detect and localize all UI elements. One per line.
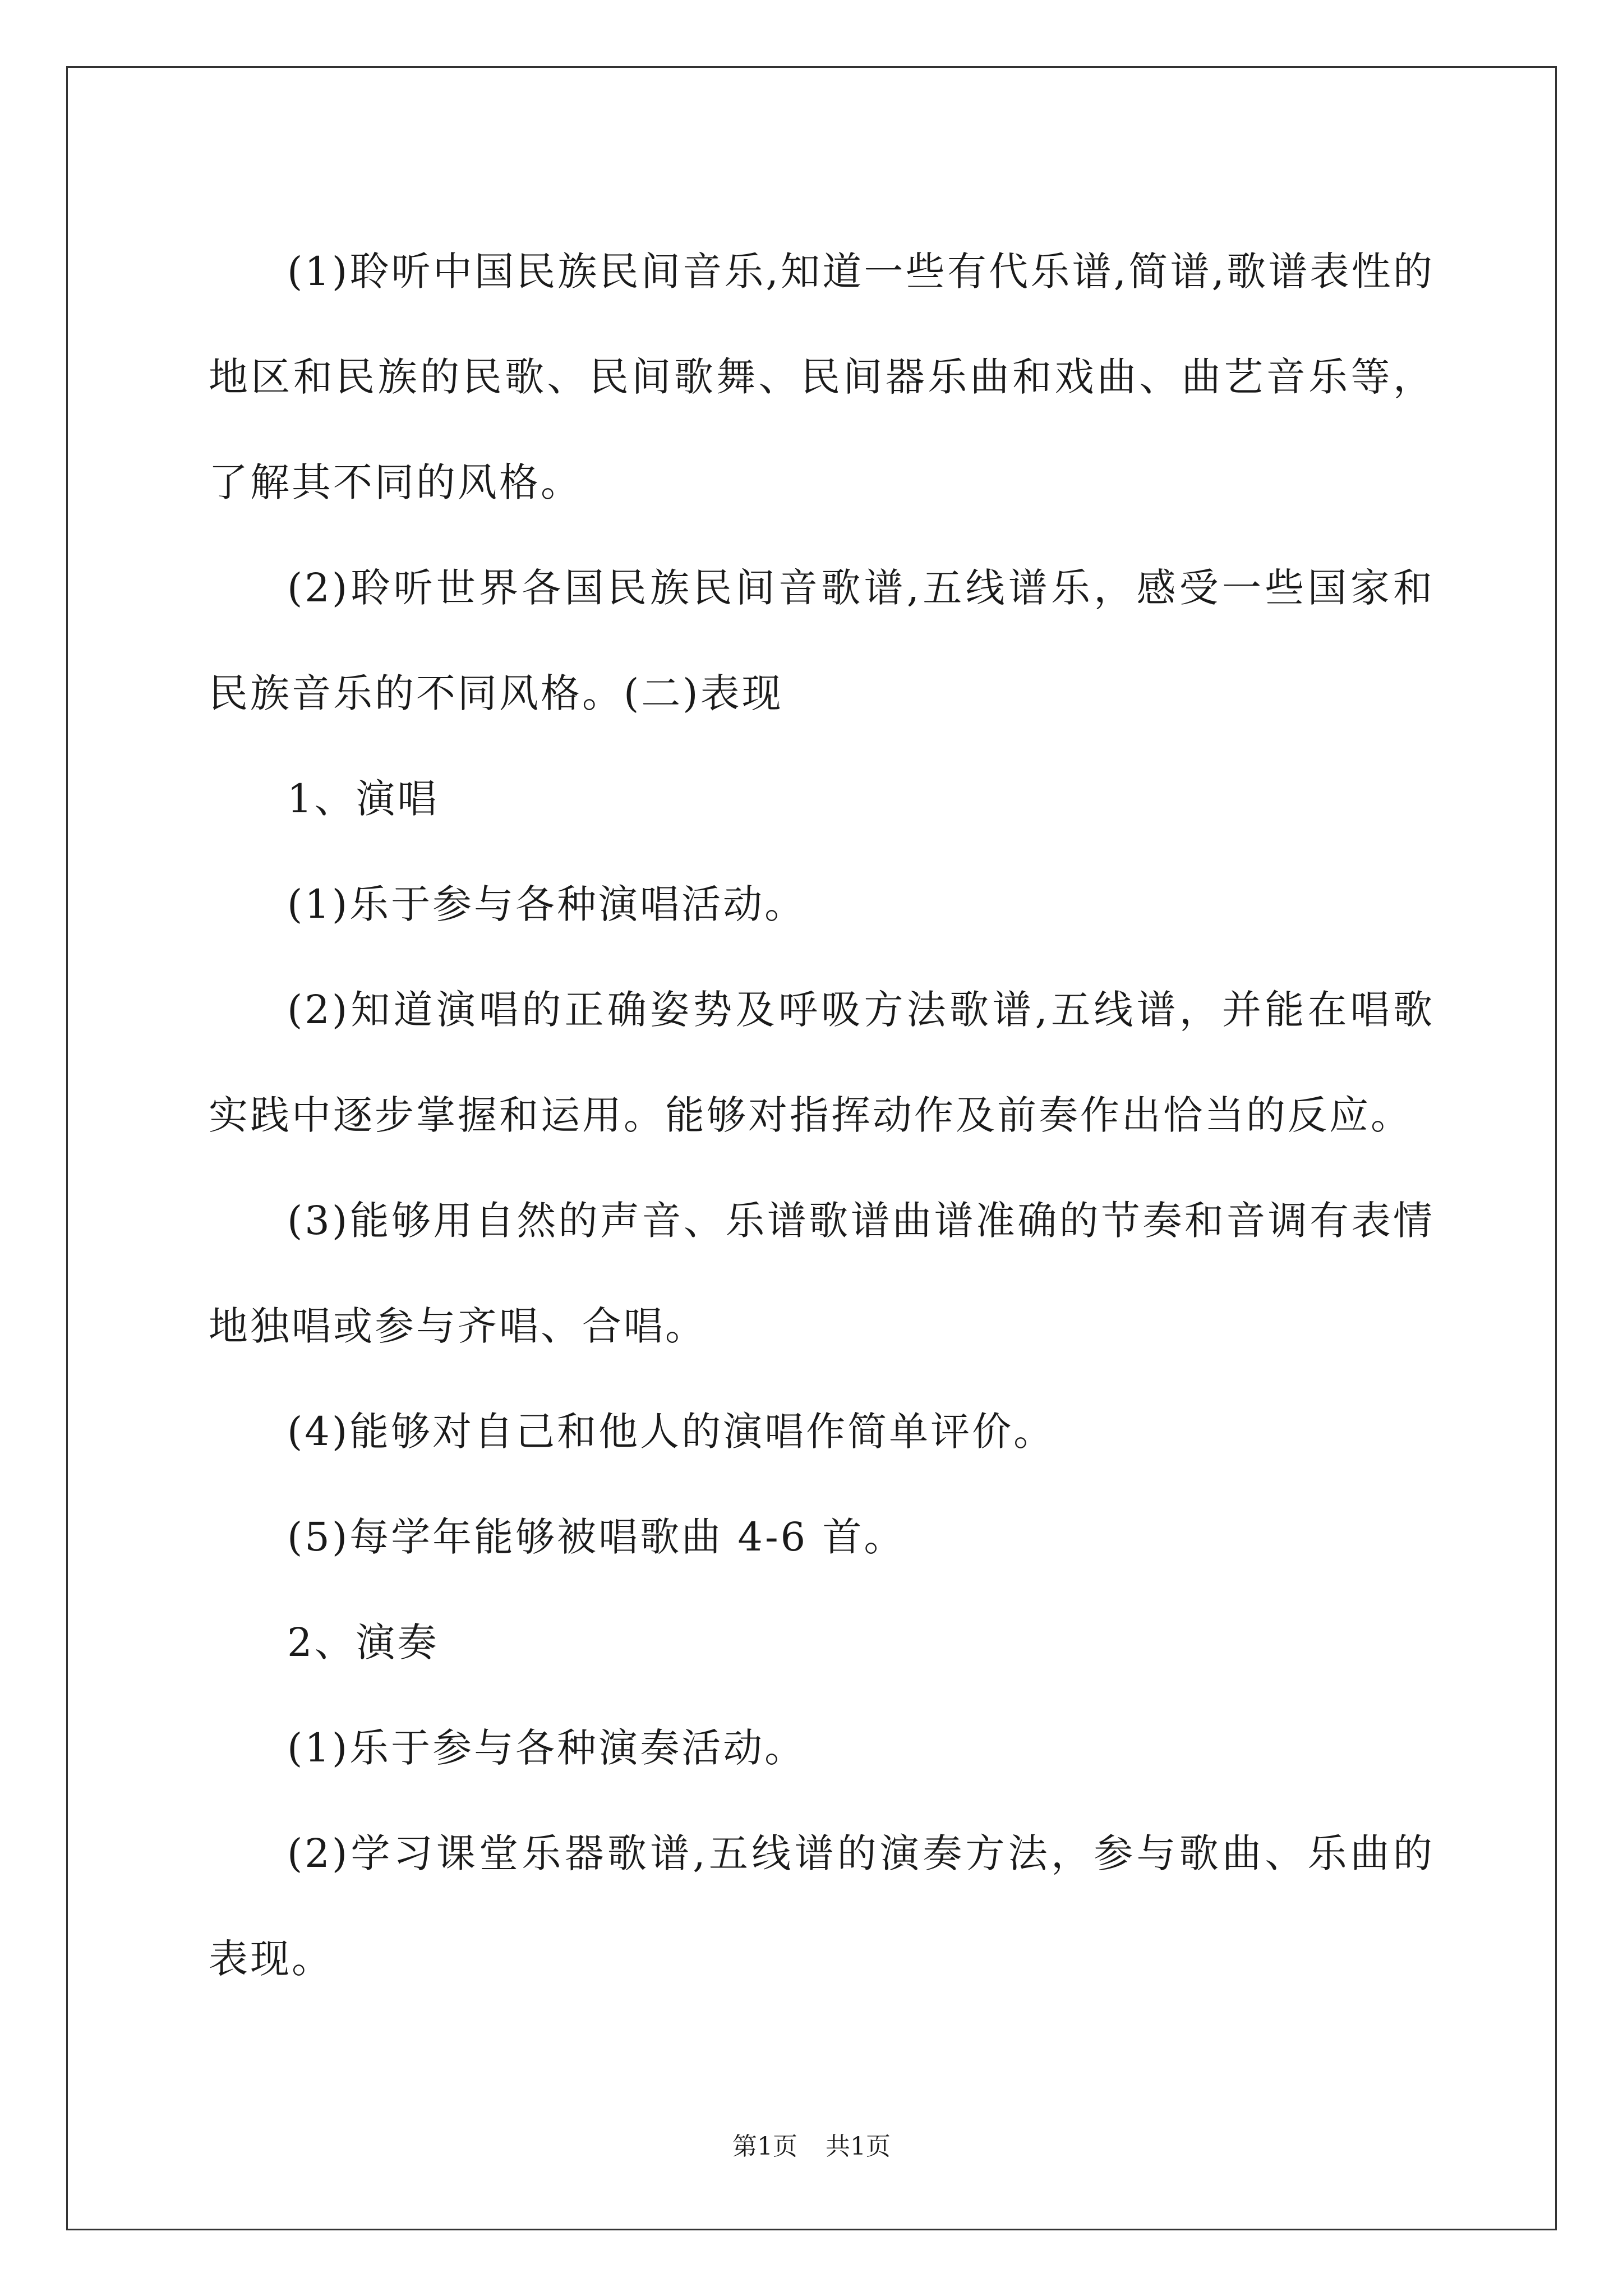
paragraph-singing-4: (4)能够对自己和他人的演唱作简单评价。 [287,1409,1055,1455]
paragraph-singing-2: (2)知道演唱的正确姿势及呼吸方法歌谱,五线谱，并能在唱歌实践中逐步掌握和运用。能够对指挥动作及前奏作出恰当的反应。 [209,987,1435,1138]
paragraph-listen-chinese-folk: (1)聆听中国民族民间音乐,知道一些有代乐谱,简谱,歌谱表性的地区和民族的民歌、民间歌舞、民间器乐曲和戏曲、曲艺音乐等，了解其不同的风格。 [209,249,1435,505]
paragraph-singing-1: (1)乐于参与各种演唱活动。 [287,881,806,927]
heading-singing: 1、演唱 [287,776,439,822]
paragraph-singing-3: (3)能够用自然的声音、乐谱歌谱曲谱准确的节奏和音调有表情地独唱或参与齐唱、合唱。 [209,1198,1435,1349]
heading-playing: 2、演奏 [287,1619,439,1665]
paragraph-playing-2: (2)学习课堂乐器歌谱,五线谱的演奏方法，参与歌曲、乐曲的表现。 [209,1830,1435,1982]
paragraph-listen-world-folk: (2)聆听世界各国民族民间音歌谱,五线谱乐，感受一些国家和民族音乐的不同风格。(二)表现 [209,565,1435,716]
paragraph-singing-5: (5)每学年能够被唱歌曲 4-6 首。 [287,1514,906,1560]
document-body [209,219,1435,2012]
page-total: 共1页 [826,2132,891,2161]
page-number: 第1页 [732,2132,797,2161]
page-footer [0,2126,1623,2162]
paragraph-playing-1: (1)乐于参与各种演奏活动。 [287,1725,806,1771]
